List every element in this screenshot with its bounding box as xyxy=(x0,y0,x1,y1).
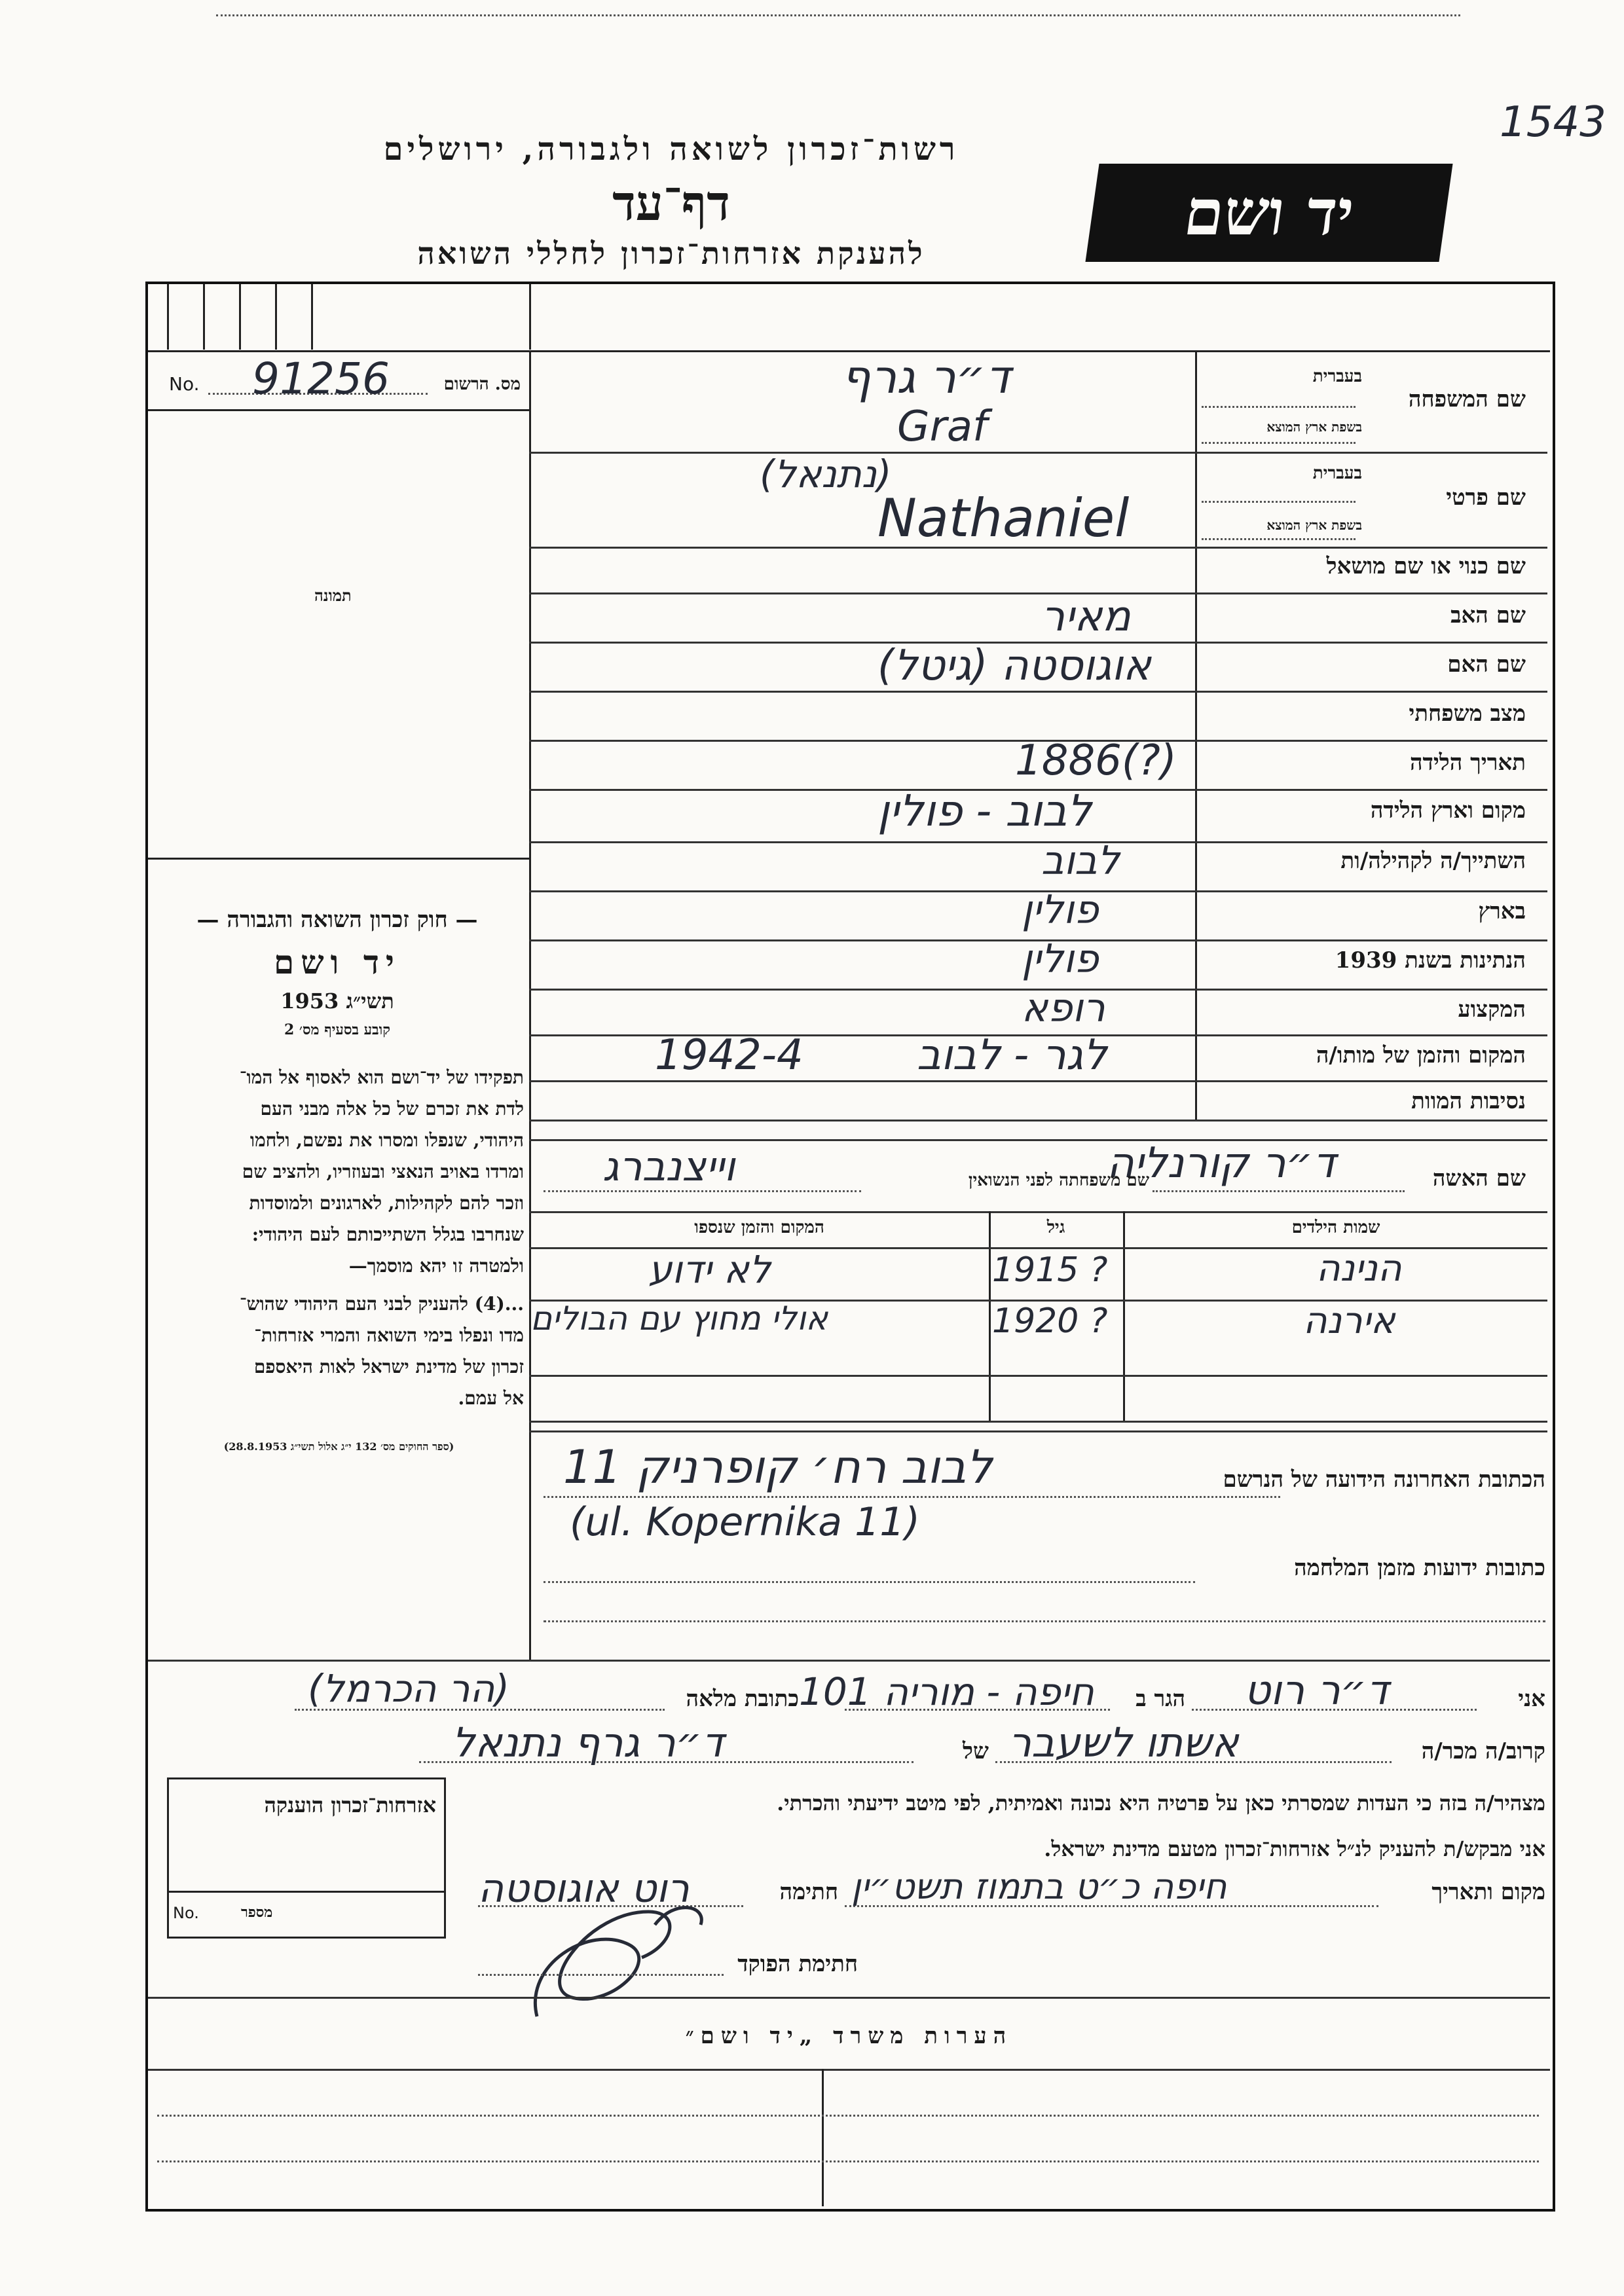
children-names-header: שמות הילדים xyxy=(1291,1218,1380,1237)
declarant-of-label: של xyxy=(963,1738,989,1764)
family-status-label: מצב משפחתי xyxy=(1409,701,1526,727)
declarant-of-value: ד״ר גרף נתנאל xyxy=(452,1719,724,1766)
office-notes-title: הערות משרד „יד ושם״ xyxy=(685,2023,1013,2049)
law-paragraph-2: ...(4) להעניק לבני העם היהודי שהוש־ מדו ונפלו בימי השואה והמרי אזרחות־ זכרון של מדינת ישראל לאות היאספם אל עמם. xyxy=(239,1293,524,1409)
child-name: אירנה xyxy=(1303,1300,1395,1342)
declarant-full-address-value: (הר הכרמל) xyxy=(308,1666,509,1711)
place-date-value: חיפה כ״ט בתמוז תשט״ין xyxy=(851,1866,1227,1907)
form-subtitle: להענקת אזרחות־זכרון לחללי השואה xyxy=(417,236,925,271)
law-paragraph-1: תפקידו של יד־ושם הוא לאסוף אל המו־ לדת את זכרם של כל אלה מבני העם היהודי, שנפלו ומסרו את נפשם, ולחמו ומרדו באויב הנאצי ובעוזריו, ולהציב שם וזכר להם לקהילות, לארגונים ולמוסדות שנחרבו בגלל השתייכותם לעם היהודי: ולמטרה זו יהא מוסמך— xyxy=(239,1066,524,1277)
community-value: לבוב xyxy=(1041,838,1120,884)
community-label: השתייך/ה לקהילה/ות xyxy=(1340,848,1526,874)
declarant-full-address-label: כתובת מלאה xyxy=(686,1686,799,1712)
wife-name-label: שם האשה xyxy=(1432,1165,1526,1192)
signature-value: רוט אוגוסטה xyxy=(478,1866,690,1912)
family-name-hebrew-sub: בעברית xyxy=(1312,367,1362,386)
declarant-residing-label: הגר ב xyxy=(1135,1686,1185,1712)
logo-text: יד ושם xyxy=(1179,175,1359,249)
signature-scribble-icon xyxy=(511,1886,727,2036)
child-place: לא ידוע xyxy=(648,1247,771,1292)
declaration-text: מצהיר/ה בזה כי העדות שמסרתי כאן על פרטיה היא נכונה ואמיתית, לפי מיטב ידיעתי והכרתי. xyxy=(777,1791,1545,1815)
citizenship-1939-value: פולין xyxy=(1022,936,1099,982)
family-name-origin-value: Graf xyxy=(897,403,987,451)
request-text: אני מבקש/ת להעניק לנ״ל אזרחות־זכרון מטעם מדינת ישראל. xyxy=(1044,1836,1545,1861)
citizenship-box-no: No. xyxy=(173,1904,199,1922)
law-year: תשי״ג 1953 xyxy=(280,989,394,1013)
family-name-hebrew-value: ד״ר גרף xyxy=(841,350,1011,404)
child-age: 1920 ? xyxy=(992,1302,1108,1341)
father-name-label: שם האב xyxy=(1450,602,1526,629)
mother-name-value: אוגוסטה (גיטל) xyxy=(877,642,1151,690)
children-age-header: גיל xyxy=(1046,1218,1065,1237)
first-name-origin-value: Nathaniel xyxy=(877,488,1130,549)
child-place: אולי מחוץ עם הבולים xyxy=(530,1300,828,1338)
birth-place-label: מקום וארץ הלידה xyxy=(1370,797,1526,824)
citizenship-1939-label: הנתינות בשנת 1939 xyxy=(1335,947,1526,974)
authority-name: רשות־זכרון לשואה ולגבורה, ירושלים xyxy=(383,131,959,168)
children-place-header: המקום והזמן שנספו xyxy=(694,1218,824,1237)
country-value: פולין xyxy=(1022,887,1099,933)
scan-edge xyxy=(216,14,1460,16)
signature-label: חתימה xyxy=(779,1879,838,1905)
nickname-label: שם כנוי או שם מושאל xyxy=(1326,553,1526,579)
declarant-ani-label: אני xyxy=(1518,1686,1545,1712)
birth-date-value: 1886(?) xyxy=(1015,737,1177,785)
profession-label: המקצוע xyxy=(1458,996,1526,1023)
country-label: בארץ xyxy=(1478,898,1526,924)
declarant-relation-label: קרוב/ה מכר/ה xyxy=(1421,1738,1545,1764)
family-name-label: שם המשפחה xyxy=(1408,386,1526,412)
father-name-value: מאיר xyxy=(1041,592,1131,641)
child-age: 1915 ? xyxy=(992,1250,1108,1290)
wife-maiden-value: וייצנברג xyxy=(602,1142,735,1190)
last-address-label: הכתובת האחרונה הידועה של הנרשם xyxy=(1223,1467,1545,1493)
declarant-residing-value: חיפה - מוריה 101 xyxy=(799,1669,1094,1714)
corner-number: 1543 xyxy=(1500,98,1606,147)
death-place-value: לגר - לבוב xyxy=(917,1031,1107,1080)
registration-label: מס. הרשום xyxy=(443,374,521,394)
declarant-relation-value: אשתו לשעבר xyxy=(1008,1719,1239,1766)
wife-maiden-label: שם משפחתה לפני הנשואין xyxy=(968,1171,1149,1190)
law-name: יד ושם xyxy=(274,943,401,981)
yad-vashem-logo xyxy=(1085,164,1452,262)
birth-place-value: לבוב - פולין xyxy=(877,786,1092,836)
war-address-label: כתובות ידועות מזמן המלחמה xyxy=(1294,1555,1545,1581)
death-circumstances-label: נסיבות המוות xyxy=(1411,1088,1526,1114)
death-place-time-label: המקום והזמן של מותו/ה xyxy=(1316,1042,1526,1068)
photo-label: תמונה xyxy=(314,586,352,605)
declarant-name: ד״ר רוט xyxy=(1244,1666,1389,1714)
family-name-origin-sub: בשפת ארץ המוצא xyxy=(1266,419,1362,435)
place-date-label: מקום ותאריך xyxy=(1431,1879,1545,1905)
wife-name-value: ד״ר קורנליה xyxy=(1107,1139,1336,1188)
profession-value: רופא xyxy=(1022,985,1105,1031)
registration-no-label: No. xyxy=(169,373,200,395)
death-year-value: 1942-4 xyxy=(655,1031,803,1080)
form-title: דף־עד xyxy=(612,175,730,232)
first-name-label: שם פרטי xyxy=(1446,484,1526,511)
officer-signature-label: חתימת הפוקד xyxy=(737,1951,858,1977)
law-title: — חוק זכרון השואה והגבורה — xyxy=(196,907,478,933)
citizenship-box xyxy=(167,1777,446,1939)
law-clause: קובע בסעיף מס׳ 2 xyxy=(284,1021,391,1038)
child-name: הנינה xyxy=(1316,1247,1402,1290)
citizenship-box-number-label: מספר xyxy=(241,1904,273,1921)
mother-name-label: שם האם xyxy=(1447,651,1526,678)
first-name-origin-sub: בשפת ארץ המוצא xyxy=(1266,517,1362,533)
first-name-hebrew-sub: בעברית xyxy=(1312,464,1362,483)
law-citation: (ספר החוקים מס׳ 132 י״ג אלול תשי״ג 28.8.1953) xyxy=(223,1440,454,1453)
first-name-hebrew-value: (נתנאל) xyxy=(760,452,892,496)
registration-number: 91256 xyxy=(252,354,390,404)
citizenship-box-title: אזרחות־זכרון הוענקה xyxy=(264,1793,436,1817)
last-address-latin: (ul. Kopernika 11) xyxy=(570,1499,920,1545)
birth-date-label: תאריך הלידה xyxy=(1409,750,1526,776)
last-address-value: לבוב רח׳ קופרניק 11 xyxy=(563,1440,993,1494)
